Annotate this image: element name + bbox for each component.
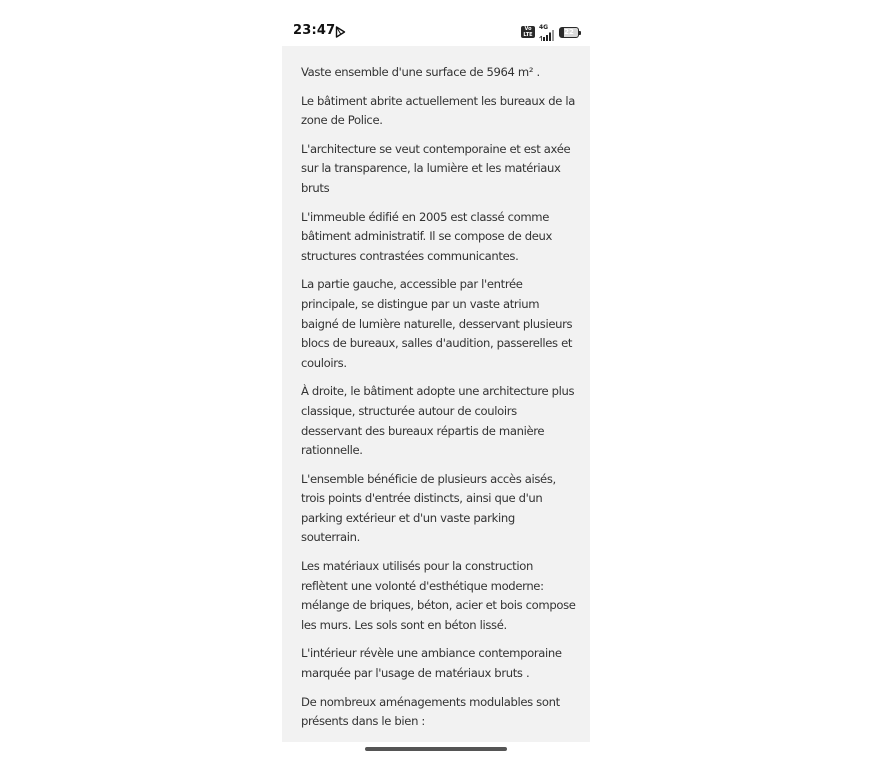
battery-text: 22	[564, 27, 574, 36]
paragraph: L'intérieur révèle une ambiance contemporaine marquée par l'usage de matériaux bruts .	[301, 646, 562, 681]
status-icons	[521, 25, 579, 39]
volte-label-bottom: LTE	[523, 32, 533, 38]
volte-label-top: Vo	[524, 26, 532, 32]
volte-icon	[521, 26, 535, 38]
status-time: 23:47	[293, 23, 336, 38]
article-content[interactable]	[282, 46, 590, 742]
article-body	[282, 46, 590, 732]
home-indicator[interactable]	[365, 747, 507, 751]
phone-screen	[282, 18, 590, 756]
play-store-icon	[335, 26, 346, 38]
network-type: 4G	[539, 24, 549, 31]
paragraph: La partie gauche, accessible par l'entrée principale, se distingue par un vaste atrium baigné de lumière naturelle, desservant plusieurs blocs de bureaux, salles d'audition, passerelles et couloirs.	[301, 277, 573, 370]
paragraph: Les matériaux utilisés pour la construction reflètent une volonté d'esthétique moderne: mélange de briques, béton, acier et bois compose les murs. Les sols sont en béton lissé.	[301, 559, 576, 632]
paragraph: Vaste ensemble d'une surface de 5964 m² .	[301, 65, 540, 79]
paragraph: L'immeuble édifié en 2005 est classé comme bâtiment administratif. Il se compose de deux structures contrastées communicantes.	[301, 209, 553, 263]
paragraph: Le bâtiment abrite actuellement les bureaux de la zone de Police.	[301, 93, 575, 128]
cellular-signal-icon	[539, 26, 555, 38]
paragraph: L'architecture se veut contemporaine et est axée sur la transparence, la lumière et les matériaux bruts	[301, 141, 571, 195]
paragraph: De nombreux aménagements modulables sont présents dans le bien :	[301, 694, 560, 729]
paragraph: À droite, le bâtiment adopte une architecture plus classique, structurée autour de couloirs desservant des bureaux répartis de manière rationnelle.	[301, 384, 575, 458]
battery-icon	[559, 27, 579, 38]
paragraph: L'ensemble bénéficie de plusieurs accès aisés, trois points d'entrée distincts, ainsi que d'un parking extérieur et d'un vaste parking souterrain.	[301, 471, 556, 545]
status-bar	[282, 18, 590, 46]
